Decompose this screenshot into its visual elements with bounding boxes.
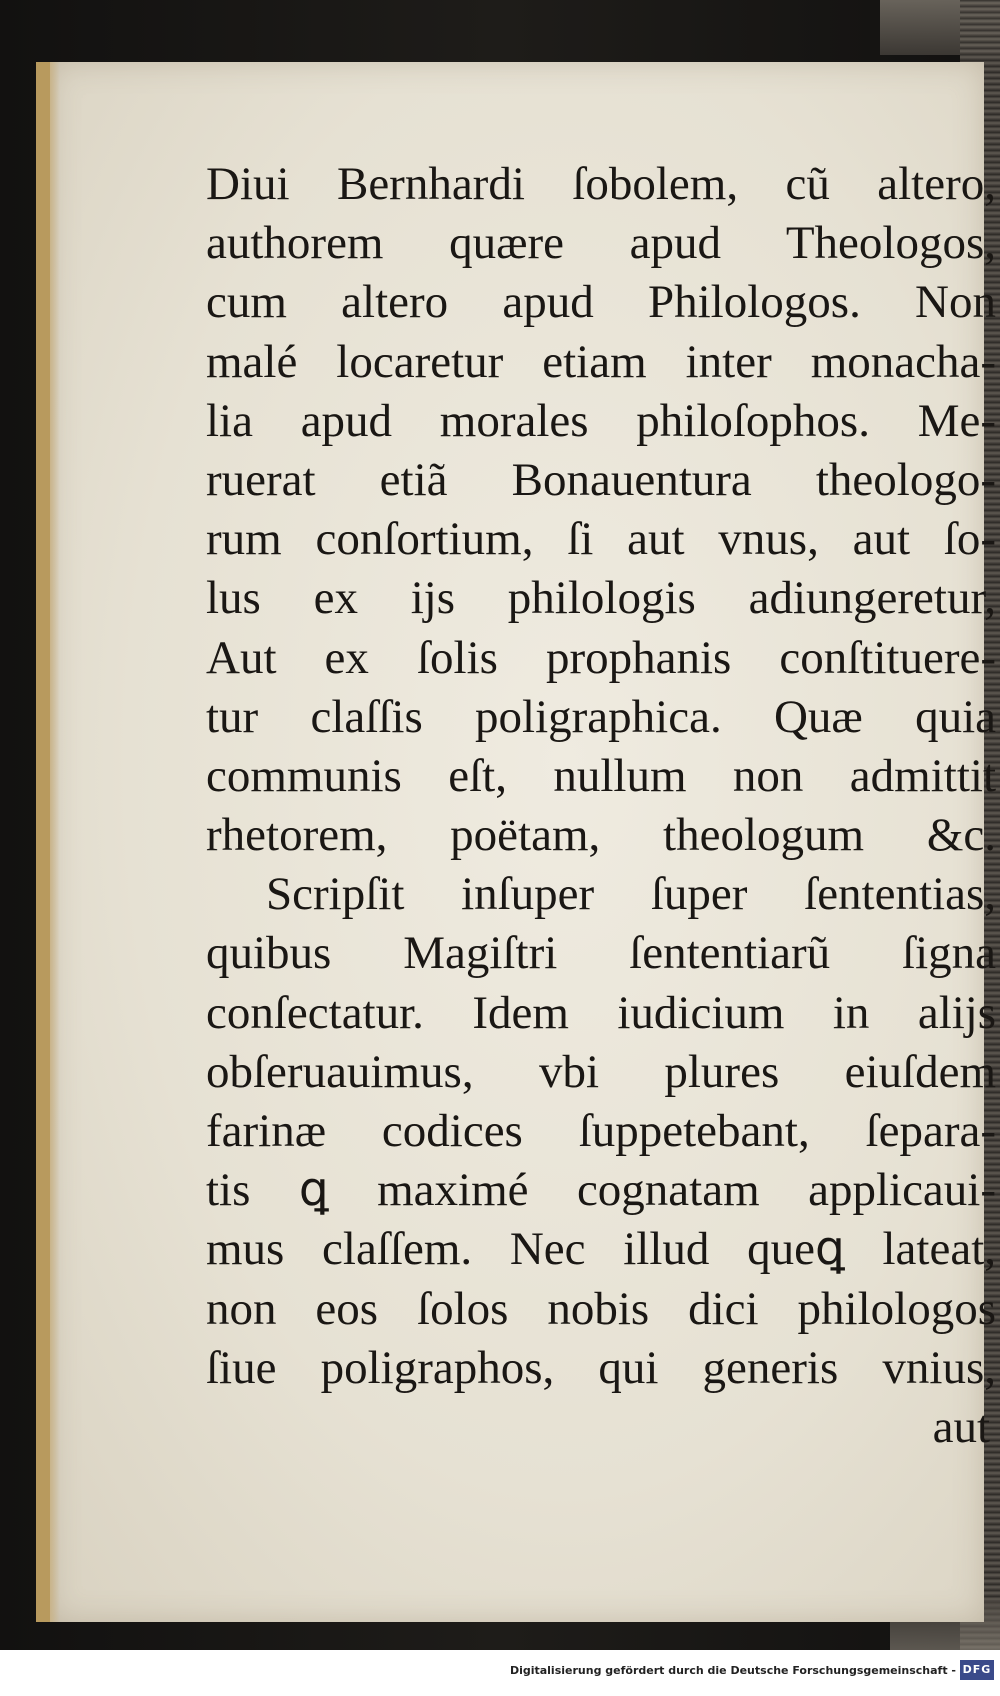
text-line: farinæ codices ſuppetebant, ſepara- <box>206 1105 996 1157</box>
text-line: lus ex ĳs philologis adiungeretur, <box>206 572 996 625</box>
text-line: mus claſſem. Nec illud queꝗ lateat, <box>206 1223 996 1276</box>
text-line: Scripſit inſuper ſuper ſententias, <box>266 868 996 921</box>
text-line: rhetorem, poëtam, theologum &c. <box>206 809 996 862</box>
text-line: cum altero apud Philologos. Non <box>206 276 996 329</box>
book-page <box>36 62 996 1622</box>
text-line: conſectatur. Idem iudicium in alĳs <box>206 986 996 1039</box>
text-line: non eos ſolos nobis dici philologos <box>206 1282 996 1335</box>
catchword: aut <box>932 1400 990 1453</box>
text-line: communis eſt, nullum non admittit <box>206 749 996 802</box>
text-line: Aut ex ſolis prophanis conſtituere- <box>206 631 996 684</box>
text-line: ruerat etiã Bonauentura theologo- <box>206 453 996 506</box>
text-line: quibus Magiſtri ſententiarũ ſigna <box>206 927 996 980</box>
text-line: ſiue poligraphos, qui generis vnius, <box>206 1341 996 1394</box>
text-line: rum conſortium, ſi aut vnus, aut ſo- <box>206 513 996 566</box>
text-line: lia apud morales philoſophos. Me- <box>206 394 996 447</box>
text-line: tis ꝗ maximé cognatam applicaui- <box>206 1164 996 1217</box>
footer-credit-text: Digitalisierung gefördert durch die Deutsche Forschungsgemeinschaft - <box>509 1664 956 1677</box>
digitization-footer <box>0 1650 1000 1696</box>
dfg-logo-icon: DFG <box>960 1660 994 1680</box>
text-line: obſeruauimus, vbi plures eiuſdem <box>206 1045 996 1098</box>
page-text-block <box>206 155 996 1457</box>
text-line: tur claſſis poligraphica. Quæ quia <box>206 690 996 743</box>
text-line: Diui Bernhardi ſobolem, cũ altero, <box>206 158 996 210</box>
text-line: authorem quære apud Theologos, <box>206 217 996 270</box>
text-line: malé locaretur etiam inter monacha- <box>206 335 996 388</box>
page-gutter-edge <box>50 62 60 1622</box>
